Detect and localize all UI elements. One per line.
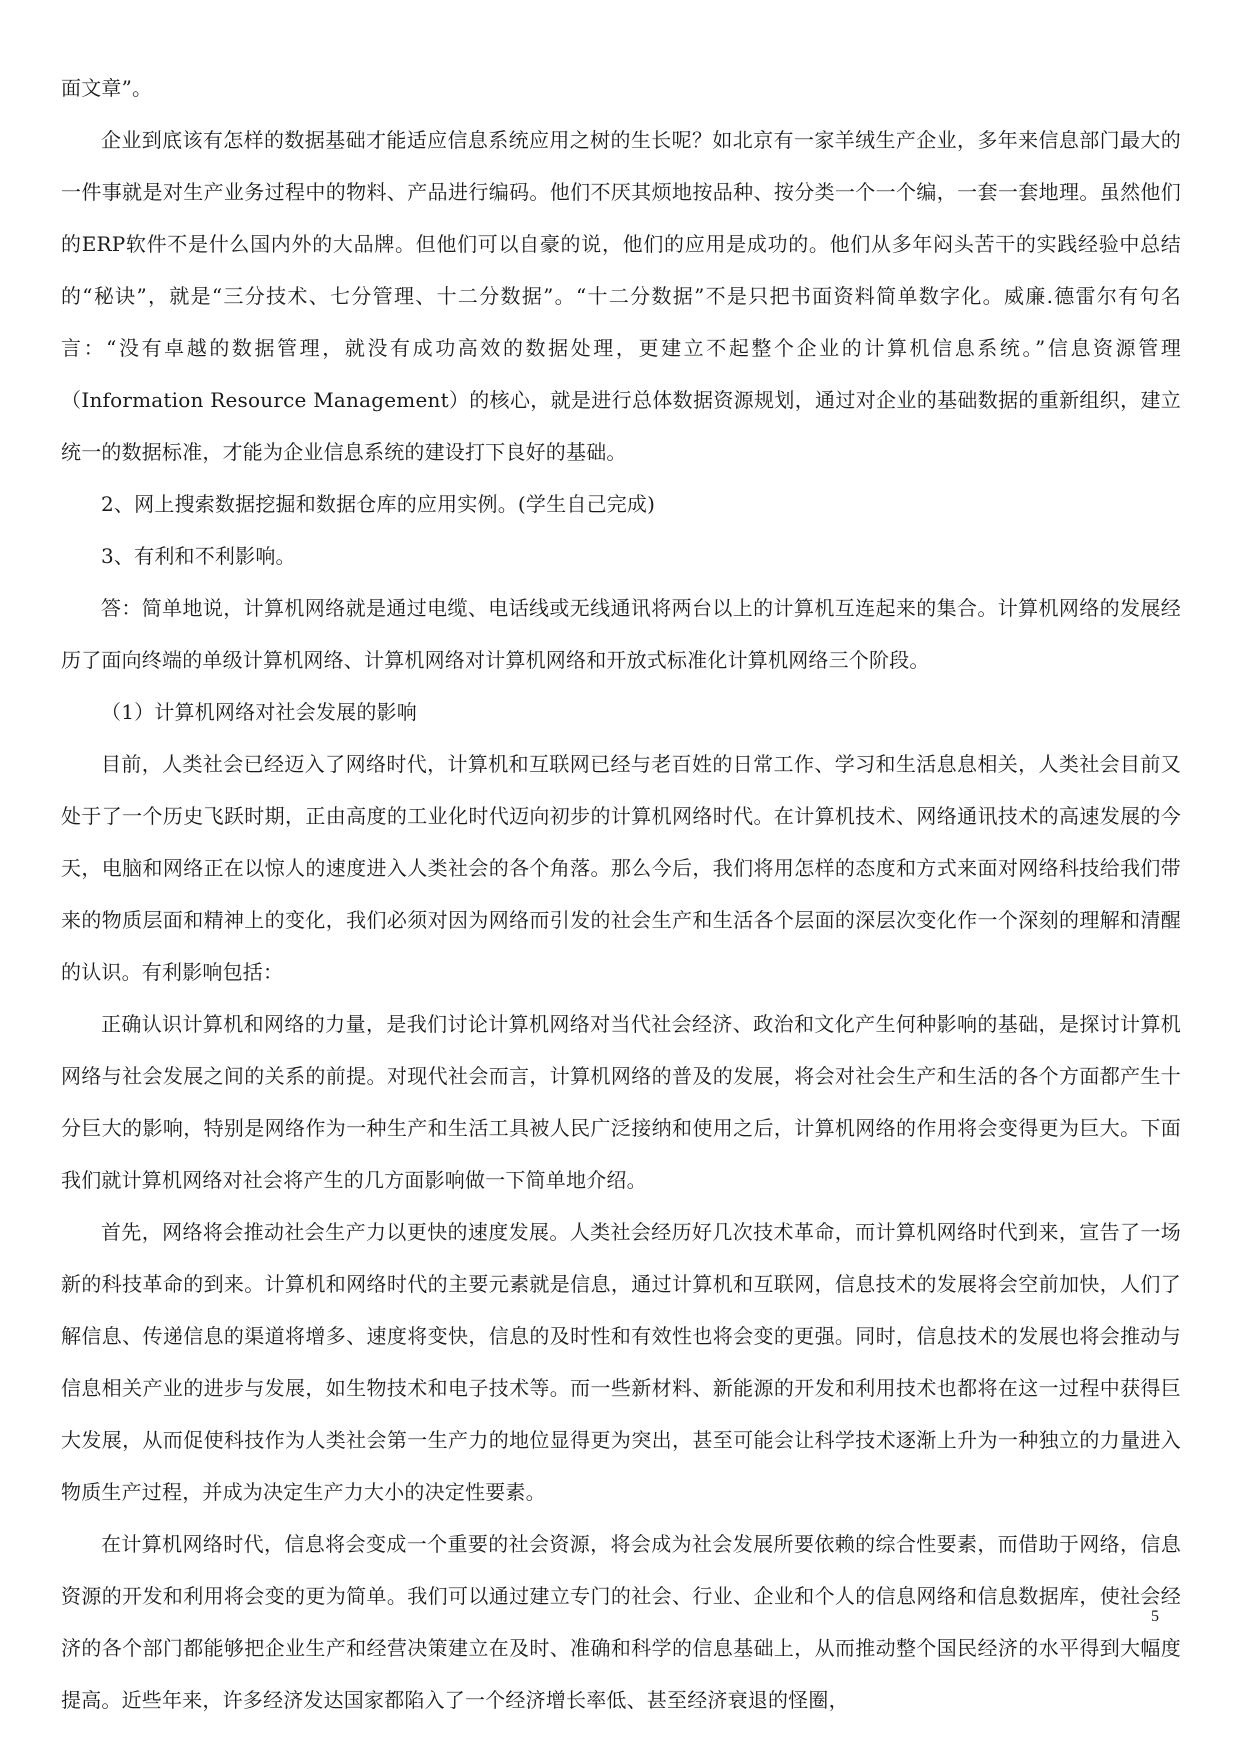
paragraph: 面文章”。: [61, 76, 153, 100]
paragraph: 正确认识计算机和网络的力量，是我们讨论计算机网络对当代社会经济、政治和文化产生何种影响的基础，是探讨计算机网络与社会发展之间的关系的前提。对现代社会而言，计算机网络的普及的发展，将会对社会生产和生活的各个方面都产生十分巨大的影响，特别是网络作为一种生产和生活工具被人民广泛接纳和使用之后，计算机网络的作用将会变得更为巨大。下面我们就计算机网络对社会将产生的几方面影响做一下简单地介绍。: [61, 1012, 1181, 1192]
paragraph: 2、网上搜索数据挖掘和数据仓库的应用实例。(学生自己完成): [101, 492, 656, 516]
paragraph: 3、有利和不利影响。: [101, 544, 296, 568]
paragraph: 在计算机网络时代，信息将会变成一个重要的社会资源，将会成为社会发展所要依赖的综合性要素，而借助于网络，信息资源的开发和利用将会变的更为简单。我们可以通过建立专门的社会、行业、企业和个人的信息网络和信息数据库，使社会经济的各个部门都能够把企业生产和经营决策建立在及时、准确和科学的信息基础上，从而推动整个国民经济的水平得到大幅度提高。近些年来，许多经济发达国家都陷入了一个经济增长率低、甚至经济衰退的怪圈，: [61, 1532, 1181, 1712]
page-number: 5: [1151, 1608, 1159, 1625]
paragraph: 企业到底该有怎样的数据基础才能适应信息系统应用之树的生长呢？如北京有一家羊绒生产企业，多年来信息部门最大的一件事就是对生产业务过程中的物料、产品进行编码。他们不厌其烦地按品种、按分类一个一个编，一套一套地理。虽然他们的ERP软件不是什么国内外的大品牌。但他们可以自豪的说，他们的应用是成功的。他们从多年闷头苦干的实践经验中总结的“秘诀”，就是“三分技术、七分管理、十二分数据”。“十二分数据”不是只把书面资料简单数字化。威廉.德雷尔有句名言：“没有卓越的数据管理，就没有成功高效的数据处理，更建立不起整个企业的计算机信息系统。”信息资源管理（Information Resource Management）的核心，就是进行总体数据资源规划，通过对企业的基础数据的重新组织，建立统一的数据标准，才能为企业信息系统的建设打下良好的基础。: [61, 128, 1181, 464]
section-heading: （1）计算机网络对社会发展的影响: [101, 700, 417, 724]
document-body: [61, 62, 1181, 1726]
paragraph: 目前，人类社会已经迈入了网络时代，计算机和互联网已经与老百姓的日常工作、学习和生活息息相关，人类社会目前又处于了一个历史飞跃时期，正由高度的工业化时代迈向初步的计算机网络时代。在计算机技术、网络通讯技术的高速发展的今天，电脑和网络正在以惊人的速度进入人类社会的各个角落。那么今后，我们将用怎样的态度和方式来面对网络科技给我们带来的物质层面和精神上的变化，我们必须对因为网络而引发的社会生产和生活各个层面的深层次变化作一个深刻的理解和清醒的认识。有利影响包括：: [61, 752, 1181, 984]
paragraph: 首先，网络将会推动社会生产力以更快的速度发展。人类社会经历好几次技术革命，而计算机网络时代到来，宣告了一场新的科技革命的到来。计算机和网络时代的主要元素就是信息，通过计算机和互联网，信息技术的发展将会空前加快，人们了解信息、传递信息的渠道将增多、速度将变快，信息的及时性和有效性也将会变的更强。同时，信息技术的发展也将会推动与信息相关产业的进步与发展，如生物技术和电子技术等。而一些新材料、新能源的开发和利用技术也都将在这一过程中获得巨大发展，从而促使科技作为人类社会第一生产力的地位显得更为突出，甚至可能会让科学技术逐渐上升为一种独立的力量进入物质生产过程，并成为决定生产力大小的决定性要素。: [61, 1220, 1181, 1504]
paragraph: 答：简单地说，计算机网络就是通过电缆、电话线或无线通讯将两台以上的计算机互连起来的集合。计算机网络的发展经历了面向终端的单级计算机网络、计算机网络对计算机网络和开放式标准化计算机网络三个阶段。: [61, 596, 1181, 672]
